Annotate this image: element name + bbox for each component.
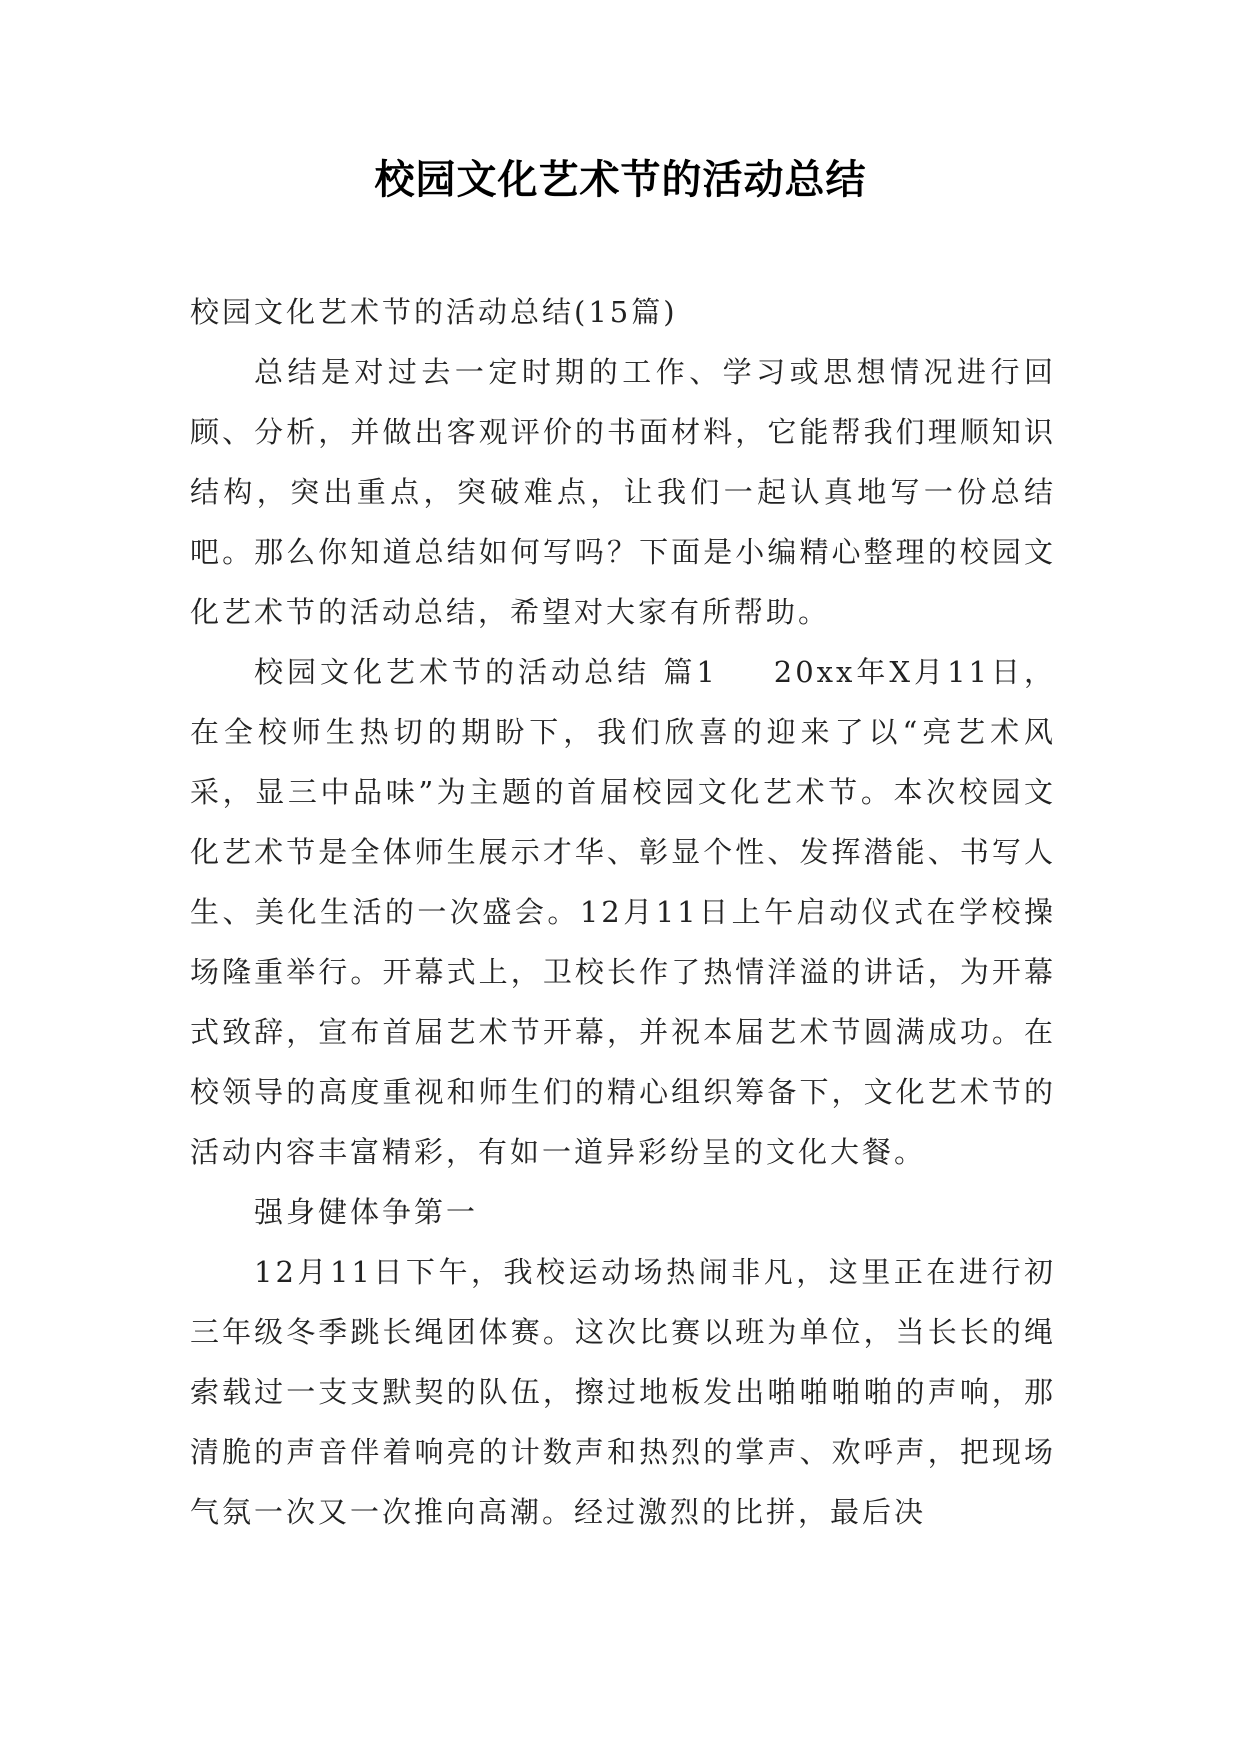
section-1-paragraph	[190, 642, 1056, 1182]
intro-paragraph: 总结是对过去一定时期的工作、学习或思想情况进行回顾、分析，并做出客观评价的书面材料，它能帮我们理顺知识结构，突出重点，突破难点，让我们一起认真地写一份总结吧。那么你知道总结如何写吗？下面是小编精心整理的校园文化艺术节的活动总结，希望对大家有所帮助。	[190, 355, 1056, 629]
paragraph-3: 12月11日下午，我校运动场热闹非凡，这里正在进行初三年级冬季跳长绳团体赛。这次比赛以班为单位，当长长的绳索载过一支支默契的队伍，擦过地板发出啪啪啪啪的声响，那清脆的声音伴着响亮的计数声和热烈的掌声、欢呼声，把现场气氛一次又一次推向高潮。经过激烈的比拼，最后决	[190, 1255, 1056, 1529]
section-subheading: 强身健体争第一	[254, 1195, 479, 1229]
document-title: 校园文化艺术节的活动总结	[374, 156, 867, 203]
section-1-heading: 校园文化艺术节的活动总结 篇1	[254, 655, 718, 689]
document-body	[190, 282, 1056, 1542]
section-1-body: 20xx年X月11日，在全校师生热切的期盼下，我们欣喜的迎来了以“亮艺术风采，显三中品味”为主题的首届校园文化艺术节。本次校园文化艺术节是全体师生展示才华、彰显个性、发挥潜能、书写人生、美化生活的一次盛会。12月11日上午启动仪式在学校操场隆重举行。开幕式上，卫校长作了热情洋溢的讲话，为开幕式致辞，宣布首届艺术节开幕，并祝本届艺术节圆满成功。在校领导的高度重视和师生们的精心组织筹备下，文化艺术节的活动内容丰富精彩，有如一道异彩纷呈的文化大餐。	[190, 655, 1056, 1169]
document-subtitle: 校园文化艺术节的活动总结(15篇)	[190, 295, 678, 329]
